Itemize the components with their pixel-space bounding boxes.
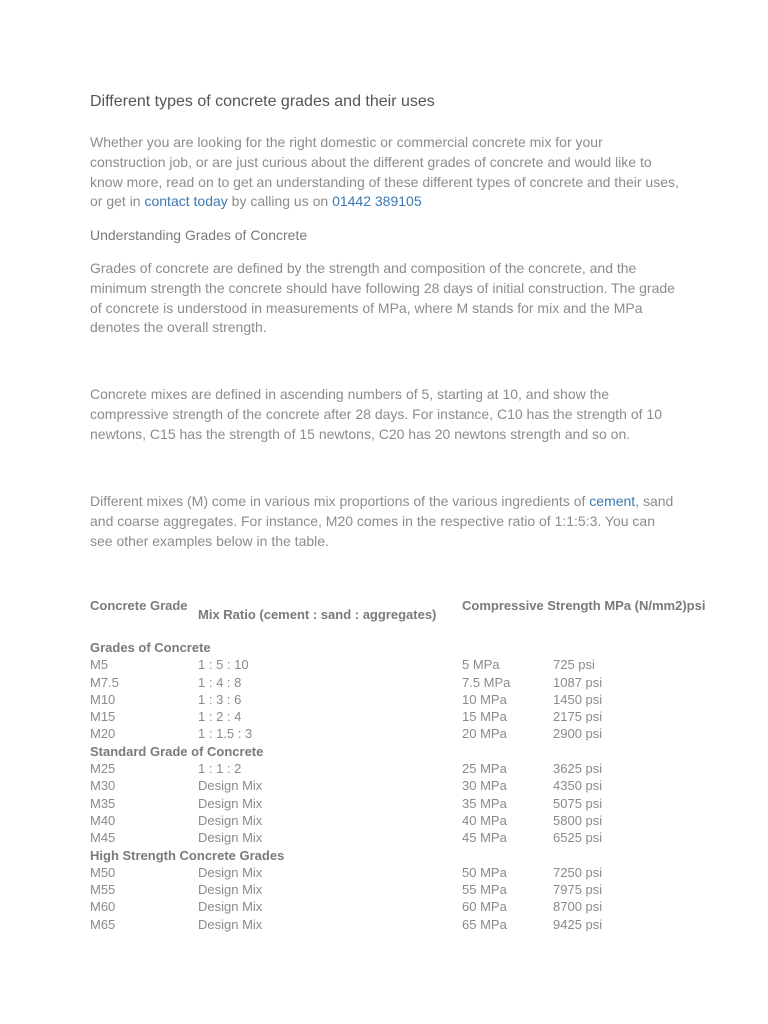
mpa-cell: 25 MPa [462,761,507,777]
intro-text: Whether you are looking for the right domestic or commercial concrete mix for your construction job, or are just curious about the different grades of concrete and would like to know more, read on to get an understanding of these different types of concrete and their uses, or get in [90,134,679,210]
table-row [90,725,650,742]
mpa-cell: 60 MPa [462,899,507,915]
mix-ratio-cell: 1 : 5 : 10 [198,657,249,673]
psi-cell: 3625 psi [553,761,603,777]
mpa-cell: 55 MPa [462,882,507,898]
psi-cell: 1087 psi [553,674,603,690]
table-row [90,864,650,881]
table-row [90,916,650,933]
mix-ratio-cell: 1 : 4 : 8 [198,674,242,690]
mpa-cell: 10 MPa [462,691,507,707]
section-heading: Understanding Grades of Concrete [90,227,308,243]
mpa-cell: 30 MPa [462,778,507,794]
phone-number-link[interactable]: 01442 389105 [332,193,422,210]
grade-cell: M30 [90,778,116,794]
psi-cell: 9425 psi [553,916,603,932]
table-row [90,674,650,691]
intro-text-between: by calling us on [227,193,333,210]
table-row [90,656,650,673]
concrete-grades-table [90,597,706,933]
table-header [90,597,706,639]
mpa-cell: 40 MPa [462,812,507,828]
grade-cell: M40 [90,812,116,828]
grade-cell: M65 [90,916,116,932]
page-title: Different types of concrete grades and their uses [90,93,435,110]
psi-cell: 6525 psi [553,830,603,846]
mpa-cell: 7.5 MPa [462,674,511,690]
psi-cell: 2900 psi [553,726,603,742]
header-concrete-grade: Concrete Grade [90,598,188,613]
header-mix-ratio: Mix Ratio (cement : sand : aggregates) [198,607,437,622]
mix-ratio-cell: 1 : 3 : 6 [198,691,242,707]
psi-cell: 7975 psi [553,882,603,898]
table-row [90,691,650,708]
grade-cell: M25 [90,761,116,777]
psi-cell: 8700 psi [553,899,603,915]
table-row [90,881,650,898]
mpa-cell: 45 MPa [462,830,507,846]
table-row [90,777,650,794]
grade-cell: M15 [90,709,116,725]
mix-ratio-cell: 1 : 1.5 : 3 [198,726,253,742]
cement-link[interactable]: cement [589,493,636,509]
mpa-cell: 20 MPa [462,726,507,742]
mix-proportions-paragraph [90,492,680,551]
table-row [90,760,650,777]
table-section-title: Standard Grade of Concrete [90,743,264,759]
table-row [90,708,650,725]
psi-cell: 2175 psi [553,709,603,725]
mpa-cell: 35 MPa [462,795,507,811]
mpa-cell: 65 MPa [462,916,507,932]
table-body [90,639,650,933]
intro-paragraph [90,133,680,212]
grade-cell: M50 [90,864,116,880]
mix-ratio-cell: Design Mix [198,882,263,898]
mix-ratio-cell: Design Mix [198,916,263,932]
grade-cell: M7.5 [90,674,119,690]
grade-cell: M20 [90,726,116,742]
table-row [90,898,650,915]
grade-cell: M45 [90,830,116,846]
table-row [90,795,650,812]
mix-text-after: , sand and coarse aggregates. For instance, M20 comes in the respective ratio of 1:1:5:3. You can see other examples below in the table. [90,493,674,549]
psi-cell: 4350 psi [553,778,603,794]
mix-ratio-cell: Design Mix [198,795,263,811]
psi-cell: 5800 psi [553,812,603,828]
table-row [90,812,650,829]
mpa-cell: 5 MPa [462,657,500,673]
table-section-title: Grades of Concrete [90,640,211,655]
psi-cell: 5075 psi [553,795,603,811]
grade-cell: M60 [90,899,116,915]
mix-ratio-cell: Design Mix [198,812,263,828]
grade-cell: M35 [90,795,116,811]
mix-ratio-cell: Design Mix [198,778,263,794]
header-compressive-strength: Compressive Strength MPa (N/mm2)psi [462,598,706,613]
mixes-paragraph: Concrete mixes are defined in ascending numbers of 5, starting at 10, and show the compressive strength of the concrete after 28 days. For instance, C10 has the strength of 10 newtons, C15 has the strength of 15 newtons, C20 has 20 newtons strength and so on. [90,386,662,442]
grades-definition-paragraph: Grades of concrete are defined by the strength and composition of the concrete, and the minimum strength the concrete should have following 28 days of initial construction. The grade of concrete is understood in measurements of MPa, where M stands for mix and the MPa denotes the overall strength. [90,260,675,336]
grade-cell: M5 [90,657,109,673]
grade-cell: M10 [90,691,116,707]
mix-ratio-cell: Design Mix [198,864,263,880]
mpa-cell: 15 MPa [462,709,507,725]
psi-cell: 7250 psi [553,864,603,880]
table-section-title: High Strength Concrete Grades [90,847,285,863]
mpa-cell: 50 MPa [462,864,507,880]
table-row [90,829,650,846]
psi-cell: 725 psi [553,657,595,673]
mix-ratio-cell: 1 : 1 : 2 [198,761,242,777]
mix-ratio-cell: Design Mix [198,899,263,915]
mix-ratio-cell: Design Mix [198,830,263,846]
grade-cell: M55 [90,882,116,898]
psi-cell: 1450 psi [553,691,603,707]
contact-today-link[interactable]: contact today [144,193,228,210]
mix-text: Different mixes (M) come in various mix proportions of the various ingredients of [90,493,590,509]
mix-ratio-cell: 1 : 2 : 4 [198,709,242,725]
